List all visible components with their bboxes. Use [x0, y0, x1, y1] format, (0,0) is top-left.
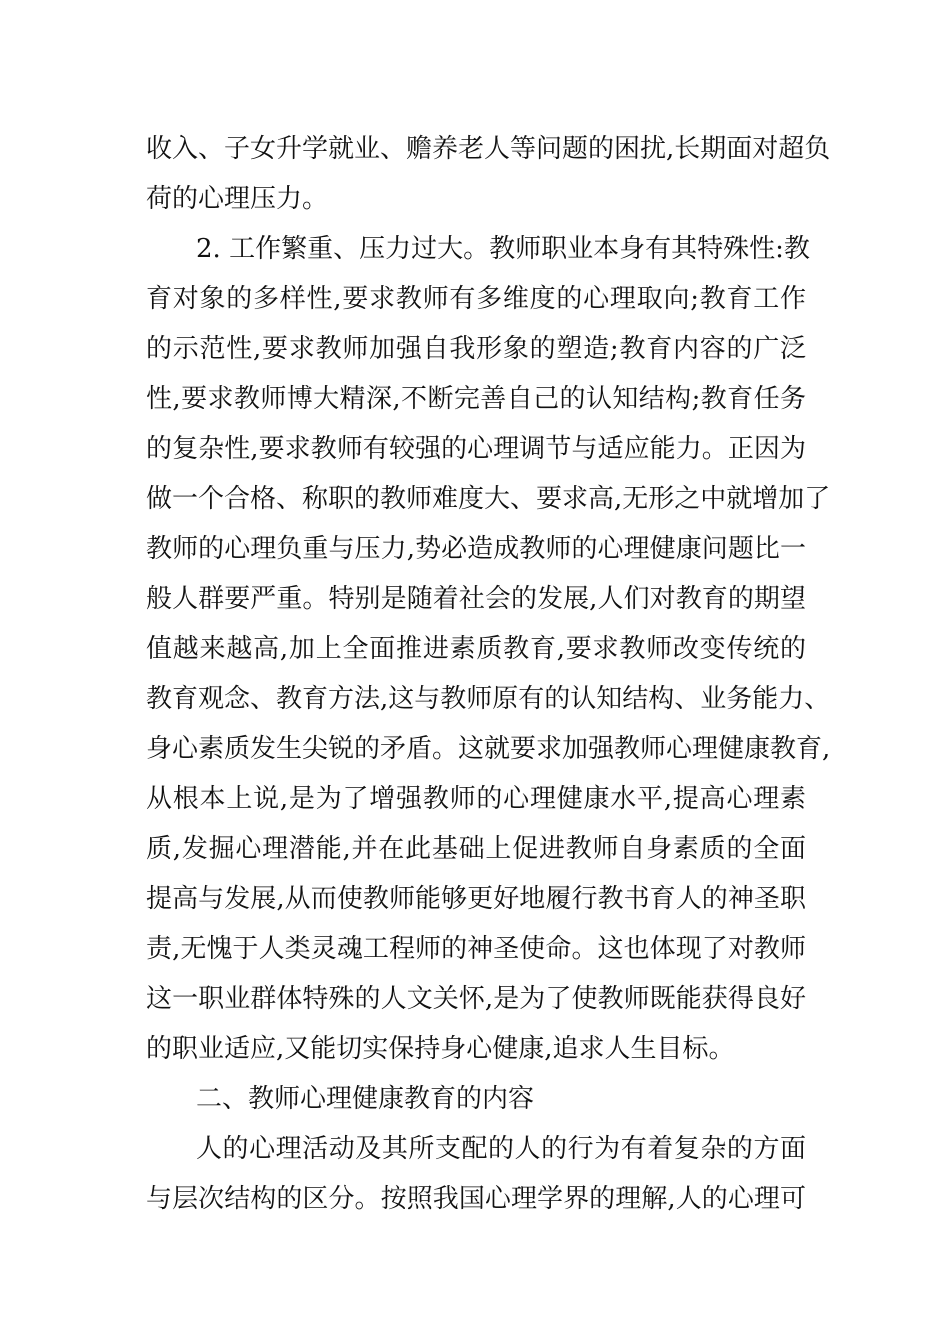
text-line: 提高与发展,从而使教师能够更好地履行教书育人的神圣职	[146, 884, 806, 914]
text-line: 人的心理活动及其所支配的人的行为有着复杂的方面	[196, 1134, 806, 1164]
text-line: 育对象的多样性,要求教师有多维度的心理取向;教育工作	[146, 284, 806, 314]
text-line: 教育观念、教育方法,这与教师原有的认知结构、业务能力、	[146, 684, 831, 714]
text-line: 荷的心理压力。	[146, 184, 329, 214]
text-line: 性,要求教师博大精深,不断完善自己的认知结构;教育任务	[146, 384, 806, 414]
text-line: 质,发掘心理潜能,并在此基础上促进教师自身素质的全面	[146, 834, 806, 864]
text-line: 责,无愧于人类灵魂工程师的神圣使命。这也体现了对教师	[146, 934, 806, 964]
text-line: 做一个合格、称职的教师难度大、要求高,无形之中就增加了	[146, 484, 831, 514]
text-line: 值越来越高,加上全面推进素质教育,要求教师改变传统的	[146, 634, 806, 664]
section-heading: 二、教师心理健康教育的内容	[196, 1084, 535, 1114]
text-line: 这一职业群体特殊的人文关怀,是为了使教师既能获得良好	[146, 984, 806, 1014]
text-line: 2. 工作繁重、压力过大。教师职业本身有其特殊性:教	[196, 234, 810, 264]
text-line: 般人群要严重。特别是随着社会的发展,人们对教育的期望	[146, 584, 806, 614]
text-line: 身心素质发生尖锐的矛盾。这就要求加强教师心理健康教育,	[146, 734, 831, 764]
text-line: 的职业适应,又能切实保持身心健康,追求人生目标。	[146, 1034, 735, 1064]
text-line: 的示范性,要求教师加强自我形象的塑造;教育内容的广泛	[146, 334, 806, 364]
text-line: 教师的心理负重与压力,势必造成教师的心理健康问题比一	[146, 534, 806, 564]
text-line: 与层次结构的区分。按照我国心理学界的理解,人的心理可	[146, 1184, 806, 1214]
text-line: 从根本上说,是为了增强教师的心理健康水平,提高心理素	[146, 784, 806, 814]
text-line: 的复杂性,要求教师有较强的心理调节与适应能力。正因为	[146, 434, 806, 464]
text-line: 收入、子女升学就业、赡养老人等问题的困扰,长期面对超负	[146, 134, 831, 164]
